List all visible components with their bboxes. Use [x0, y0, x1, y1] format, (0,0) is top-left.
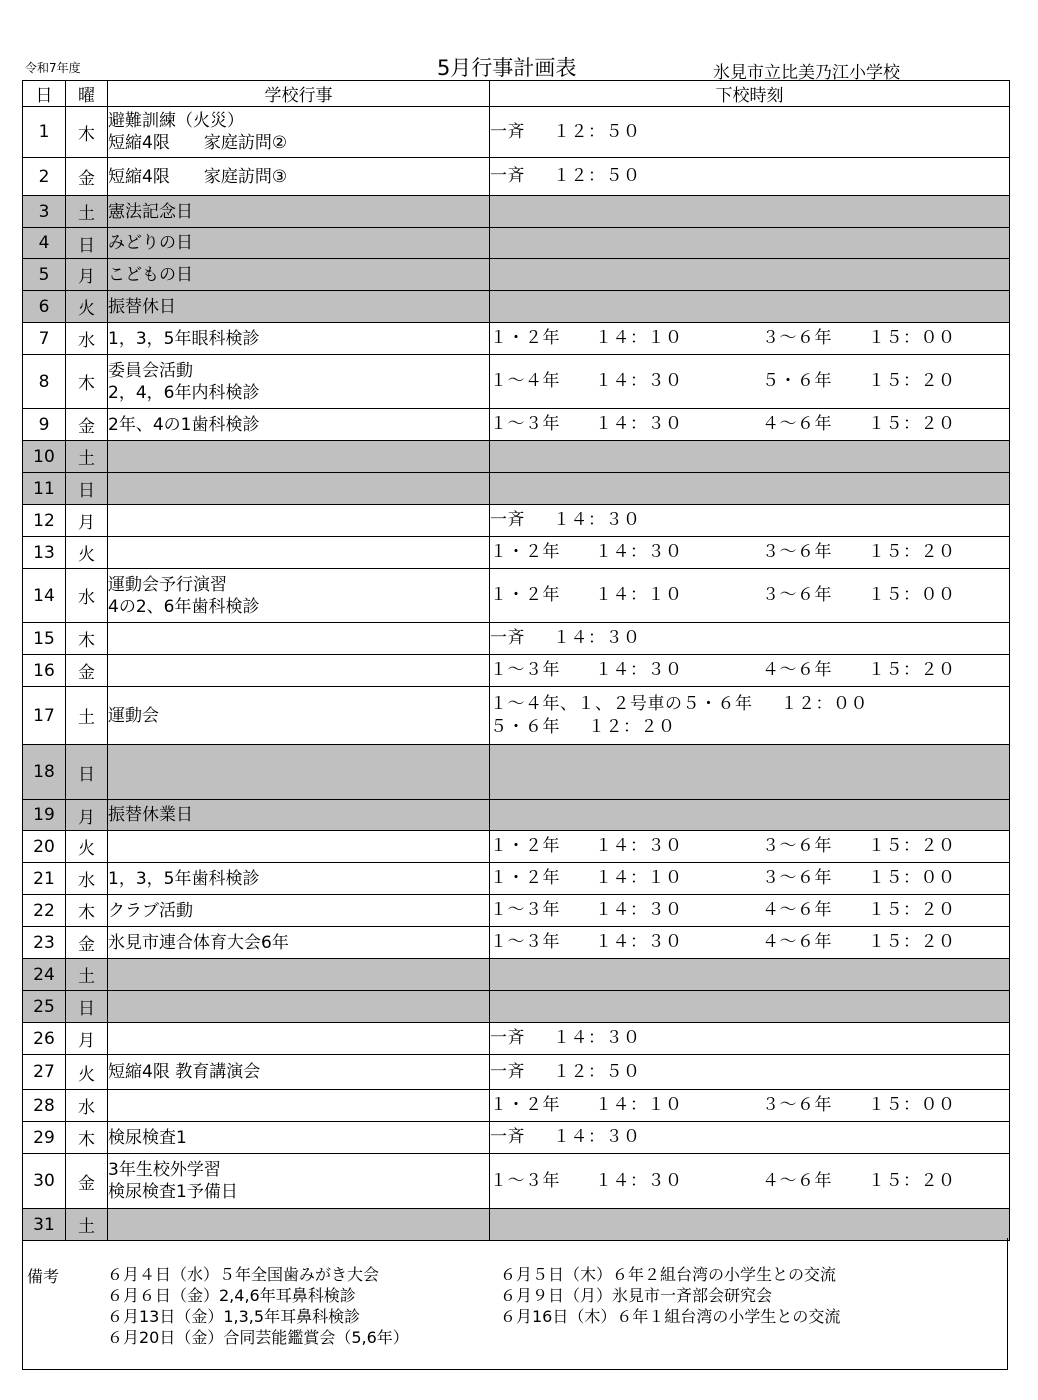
table-row: [23, 863, 1010, 895]
weekday-cell: 水: [66, 569, 108, 623]
events-cell: [108, 655, 490, 687]
dismissal-time: １４：３０: [553, 1028, 641, 1048]
schedule-table: [22, 80, 1010, 1241]
school-name: 氷見市立比美乃江小学校: [713, 63, 900, 83]
dismissal-group: ５・６年: [490, 716, 560, 737]
table-row: [23, 655, 1010, 687]
dismissal-cell: [490, 537, 1010, 569]
dismissal-time: １５：２０: [868, 660, 956, 680]
table-row: [23, 687, 1010, 745]
table-row: [23, 107, 1010, 158]
dismissal-time: １５：００: [868, 1095, 956, 1115]
dismissal-line: [490, 659, 1009, 682]
weekday-cell: 水: [66, 863, 108, 895]
events-cell: [108, 1023, 490, 1055]
dismissal-cell: [490, 228, 1010, 259]
event-line: 1，3，5年歯科検診: [108, 868, 260, 889]
dismissal-group: １・２年: [490, 868, 560, 888]
dismissal-time: １５：００: [868, 328, 956, 348]
event-line: 運動会予行演習: [108, 574, 227, 595]
dismissal-cell: [490, 1209, 1010, 1241]
table-row: [23, 1209, 1010, 1241]
day-cell: 19: [23, 800, 66, 831]
dismissal-group: ４～６年: [762, 1170, 832, 1191]
dismissal-group: ４～６年: [762, 932, 832, 952]
events-cell: [108, 355, 490, 409]
weekday-cell: 日: [66, 228, 108, 259]
weekday-cell: 月: [66, 1023, 108, 1055]
day-cell: 28: [23, 1090, 66, 1122]
day-cell: 26: [23, 1023, 66, 1055]
dismissal-group: ４～６年: [762, 660, 832, 680]
dismissal-line: [490, 165, 1009, 188]
dismissal-cell: [490, 1023, 1010, 1055]
dismissal-line: [490, 1126, 1009, 1149]
dismissal-group: ４～６年: [762, 900, 832, 920]
day-cell: 20: [23, 831, 66, 863]
dismissal-time: １５：２０: [868, 932, 956, 952]
table-row: [23, 991, 1010, 1023]
dismissal-time: １４：１０: [595, 585, 683, 605]
table-row: [23, 1090, 1010, 1122]
event-line: 振替休業日: [108, 805, 193, 825]
event-line: 4の2、6年歯科検診: [108, 596, 260, 617]
dismissal-time: １４：３０: [553, 628, 641, 648]
table-row: [23, 196, 1010, 228]
weekday-cell: 木: [66, 623, 108, 655]
dismissal-line: [490, 1094, 1009, 1117]
dismissal-time: １４：３０: [595, 660, 683, 680]
events-cell: [108, 831, 490, 863]
day-cell: 17: [23, 687, 66, 745]
events-cell: [108, 800, 490, 831]
remark-item: ６月６日（金）2,4,6年耳鼻科検診: [107, 1286, 356, 1305]
day-cell: 1: [23, 107, 66, 158]
dismissal-time: １５：００: [868, 585, 956, 605]
day-cell: 22: [23, 895, 66, 927]
table-row: [23, 441, 1010, 473]
dismissal-group: ３～６年: [762, 328, 832, 348]
event-line: 運動会: [108, 705, 159, 726]
events-cell: [108, 1209, 490, 1241]
dismissal-group: 一斉: [490, 510, 525, 530]
events-cell: [108, 409, 490, 441]
col-header-dismissal: 下校時刻: [490, 81, 1010, 107]
dismissal-time: １２：５０: [553, 1061, 641, 1082]
weekday-cell: 木: [66, 107, 108, 158]
table-row: [23, 537, 1010, 569]
dismissal-line: [490, 627, 1009, 650]
weekday-cell: 水: [66, 1090, 108, 1122]
day-cell: 31: [23, 1209, 66, 1241]
dismissal-line: [490, 413, 1009, 436]
day-cell: 8: [23, 355, 66, 409]
dismissal-time: １５：００: [868, 868, 956, 888]
remark-item: ６月９日（月）氷見市一斉部会研究会: [500, 1286, 773, 1305]
dismissal-cell: [490, 831, 1010, 863]
events-cell: [108, 505, 490, 537]
weekday-cell: 日: [66, 745, 108, 800]
events-cell: [108, 1154, 490, 1209]
day-cell: 6: [23, 291, 66, 323]
event-line: こどもの日: [108, 264, 193, 285]
dismissal-cell: [490, 505, 1010, 537]
table-row: [23, 259, 1010, 291]
event-line: 短縮4限 家庭訪問③: [108, 166, 288, 187]
dismissal-time: １４：３０: [595, 836, 683, 856]
dismissal-time: １２：２０: [588, 716, 676, 737]
table-row: [23, 927, 1010, 959]
dismissal-group: １・２年: [490, 836, 560, 856]
weekday-cell: 火: [66, 1055, 108, 1090]
weekday-cell: 金: [66, 409, 108, 441]
dismissal-time: １４：１０: [595, 328, 683, 348]
dismissal-group: １～３年: [490, 660, 560, 680]
dismissal-time: １４：３０: [595, 371, 683, 391]
day-cell: 30: [23, 1154, 66, 1209]
dismissal-group: ３～６年: [762, 868, 832, 888]
remarks-box: [22, 1238, 1008, 1370]
table-row: [23, 473, 1010, 505]
dismissal-line: [490, 584, 1009, 607]
col-header-events: 学校行事: [108, 81, 490, 107]
weekday-cell: 土: [66, 196, 108, 228]
event-line: 憲法記念日: [108, 201, 193, 222]
dismissal-group: １～３年: [490, 1170, 560, 1191]
dismissal-time: １４：１０: [595, 1095, 683, 1115]
event-line: 委員会活動: [108, 360, 193, 381]
dismissal-cell: [490, 569, 1010, 623]
col-header-day: 日: [23, 81, 66, 107]
remarks-column-right: [500, 1264, 840, 1327]
table-row: [23, 623, 1010, 655]
dismissal-group: ３～６年: [762, 585, 832, 605]
dismissal-group: 一斉: [490, 1061, 525, 1082]
dismissal-cell: [490, 473, 1010, 505]
remark-item: ６月５日（木）６年２組台湾の小学生との交流: [500, 1265, 837, 1284]
day-cell: 21: [23, 863, 66, 895]
events-cell: [108, 1055, 490, 1090]
dismissal-time: １５：２０: [868, 900, 956, 920]
table-row: [23, 355, 1010, 409]
dismissal-time: １２：５０: [553, 166, 641, 186]
day-cell: 7: [23, 323, 66, 355]
events-cell: [108, 959, 490, 991]
weekday-cell: 土: [66, 959, 108, 991]
day-cell: 27: [23, 1055, 66, 1090]
weekday-cell: 火: [66, 537, 108, 569]
dismissal-cell: [490, 863, 1010, 895]
weekday-cell: 火: [66, 831, 108, 863]
weekday-cell: 日: [66, 473, 108, 505]
dismissal-cell: [490, 1055, 1010, 1090]
event-line: 2，4，6年内科検診: [108, 382, 260, 403]
weekday-cell: 木: [66, 1122, 108, 1154]
dismissal-group: １・２年: [490, 542, 560, 562]
col-header-weekday: 曜: [66, 81, 108, 107]
weekday-cell: 月: [66, 259, 108, 291]
events-cell: [108, 196, 490, 228]
dismissal-line: [490, 716, 1009, 739]
dismissal-cell: [490, 355, 1010, 409]
dismissal-time: １２：５０: [553, 121, 641, 142]
day-cell: 23: [23, 927, 66, 959]
dismissal-group: １・２年: [490, 1095, 560, 1115]
table-row: [23, 228, 1010, 259]
dismissal-time: １４：３０: [595, 900, 683, 920]
dismissal-cell: [490, 1122, 1010, 1154]
dismissal-line: [490, 693, 1009, 716]
dismissal-group: 一斉: [490, 628, 525, 648]
weekday-cell: 金: [66, 927, 108, 959]
dismissal-group: １～３年: [490, 414, 560, 434]
events-cell: [108, 107, 490, 158]
events-cell: [108, 745, 490, 800]
table-row: [23, 1055, 1010, 1090]
day-cell: 5: [23, 259, 66, 291]
remark-item: ６月16日（木）６年１組台湾の小学生との交流: [500, 1307, 841, 1326]
dismissal-time: １２：００: [780, 693, 868, 714]
dismissal-time: １５：２０: [868, 542, 956, 562]
dismissal-line: [490, 370, 1009, 393]
dismissal-cell: [490, 959, 1010, 991]
day-cell: 15: [23, 623, 66, 655]
event-line: 3年生校外学習: [108, 1160, 221, 1180]
dismissal-time: １５：２０: [868, 414, 956, 434]
weekday-cell: 日: [66, 991, 108, 1023]
day-cell: 13: [23, 537, 66, 569]
dismissal-line: [490, 899, 1009, 922]
event-line: 検尿検査1予備日: [108, 1182, 238, 1202]
dismissal-cell: [490, 800, 1010, 831]
table-row: [23, 158, 1010, 196]
weekday-cell: 金: [66, 655, 108, 687]
events-cell: [108, 1122, 490, 1154]
dismissal-time: １４：３０: [595, 1170, 683, 1191]
events-cell: [108, 228, 490, 259]
dismissal-group: ３～６年: [762, 1095, 832, 1115]
table-row: [23, 291, 1010, 323]
day-cell: 3: [23, 196, 66, 228]
day-cell: 14: [23, 569, 66, 623]
table-row: [23, 1154, 1010, 1209]
events-cell: [108, 895, 490, 927]
dismissal-group: １～４年: [490, 371, 560, 391]
table-row: [23, 745, 1010, 800]
events-cell: [108, 158, 490, 196]
event-line: 1，3，5年眼科検診: [108, 328, 260, 349]
dismissal-cell: [490, 259, 1010, 291]
dismissal-cell: [490, 623, 1010, 655]
dismissal-line: [490, 1027, 1009, 1050]
dismissal-line: [490, 541, 1009, 564]
table-row: [23, 1023, 1010, 1055]
dismissal-time: １４：３０: [595, 542, 683, 562]
dismissal-line: [490, 509, 1009, 532]
day-cell: 12: [23, 505, 66, 537]
remarks-column-left: [107, 1264, 409, 1348]
table-row: [23, 505, 1010, 537]
events-cell: [108, 687, 490, 745]
weekday-cell: 土: [66, 1209, 108, 1241]
dismissal-cell: [490, 1090, 1010, 1122]
header-row: [23, 81, 1010, 107]
day-cell: 24: [23, 959, 66, 991]
table-row: [23, 800, 1010, 831]
event-line: 短縮4限 家庭訪問②: [108, 133, 288, 153]
remark-item: ６月13日（金）1,3,5年耳鼻科検診: [107, 1307, 361, 1326]
dismissal-time: １４：３０: [595, 932, 683, 952]
events-cell: [108, 259, 490, 291]
dismissal-cell: [490, 441, 1010, 473]
day-cell: 29: [23, 1122, 66, 1154]
weekday-cell: 月: [66, 800, 108, 831]
dismissal-time: １４：３０: [553, 1127, 641, 1147]
dismissal-time: １５：２０: [868, 1170, 956, 1191]
dismissal-line: [490, 1061, 1009, 1084]
weekday-cell: 土: [66, 687, 108, 745]
dismissal-cell: [490, 991, 1010, 1023]
weekday-cell: 金: [66, 1154, 108, 1209]
table-row: [23, 569, 1010, 623]
dismissal-cell: [490, 107, 1010, 158]
dismissal-cell: [490, 687, 1010, 745]
dismissal-group: １～４年、１、２号車の５・６年: [490, 693, 753, 714]
table-row: [23, 1122, 1010, 1154]
event-line: クラブ活動: [108, 900, 193, 921]
dismissal-cell: [490, 745, 1010, 800]
event-line: 氷見市連合体育大会6年: [108, 932, 289, 953]
day-cell: 25: [23, 991, 66, 1023]
events-cell: [108, 569, 490, 623]
dismissal-cell: [490, 158, 1010, 196]
events-cell: [108, 927, 490, 959]
dismissal-line: [490, 835, 1009, 858]
dismissal-cell: [490, 291, 1010, 323]
table-row: [23, 409, 1010, 441]
dismissal-cell: [490, 655, 1010, 687]
dismissal-group: 一斉: [490, 121, 525, 142]
remarks-label: 備考: [27, 1267, 60, 1286]
events-cell: [108, 623, 490, 655]
weekday-cell: 木: [66, 355, 108, 409]
event-line: 短縮4限 教育講演会: [108, 1062, 261, 1082]
dismissal-group: 一斉: [490, 1127, 525, 1147]
day-cell: 18: [23, 745, 66, 800]
dismissal-group: ５・６年: [762, 371, 832, 391]
dismissal-time: １４：１０: [595, 868, 683, 888]
event-line: 検尿検査1: [108, 1127, 187, 1148]
dismissal-line: [490, 931, 1009, 954]
dismissal-line: [490, 327, 1009, 350]
events-cell: [108, 323, 490, 355]
dismissal-group: １・２年: [490, 328, 560, 348]
dismissal-group: ３～６年: [762, 836, 832, 856]
weekday-cell: 木: [66, 895, 108, 927]
dismissal-line: [490, 1170, 1009, 1193]
event-line: みどりの日: [108, 233, 193, 253]
page-title: 5月行事計画表: [437, 56, 577, 80]
table-row: [23, 323, 1010, 355]
events-cell: [108, 863, 490, 895]
dismissal-group: 一斉: [490, 1028, 525, 1048]
weekday-cell: 月: [66, 505, 108, 537]
dismissal-group: ４～６年: [762, 414, 832, 434]
day-cell: 10: [23, 441, 66, 473]
table-row: [23, 831, 1010, 863]
table-row: [23, 895, 1010, 927]
dismissal-cell: [490, 409, 1010, 441]
dismissal-cell: [490, 927, 1010, 959]
events-cell: [108, 441, 490, 473]
dismissal-time: １４：３０: [553, 510, 641, 530]
events-cell: [108, 991, 490, 1023]
weekday-cell: 金: [66, 158, 108, 196]
events-cell: [108, 1090, 490, 1122]
dismissal-group: １～３年: [490, 900, 560, 920]
table-row: [23, 959, 1010, 991]
events-cell: [108, 291, 490, 323]
dismissal-time: １５：２０: [868, 836, 956, 856]
day-cell: 2: [23, 158, 66, 196]
day-cell: 16: [23, 655, 66, 687]
dismissal-line: [490, 867, 1009, 890]
fiscal-year: 令和7年度: [25, 61, 81, 75]
dismissal-cell: [490, 196, 1010, 228]
event-line: 避難訓練（火災）: [108, 111, 244, 131]
events-cell: [108, 473, 490, 505]
dismissal-cell: [490, 895, 1010, 927]
dismissal-time: １５：２０: [868, 371, 956, 391]
dismissal-group: １～３年: [490, 932, 560, 952]
event-line: 2年、4の1歯科検診: [108, 414, 260, 435]
remark-item: ６月20日（金）合同芸能鑑賞会（5,6年）: [107, 1328, 409, 1347]
day-cell: 11: [23, 473, 66, 505]
dismissal-cell: [490, 323, 1010, 355]
day-cell: 4: [23, 228, 66, 259]
day-cell: 9: [23, 409, 66, 441]
dismissal-group: ３～６年: [762, 542, 832, 562]
weekday-cell: 土: [66, 441, 108, 473]
weekday-cell: 火: [66, 291, 108, 323]
event-line: 振替休日: [108, 296, 176, 317]
dismissal-group: １・２年: [490, 585, 560, 605]
dismissal-group: 一斉: [490, 166, 525, 186]
weekday-cell: 水: [66, 323, 108, 355]
dismissal-line: [490, 121, 1009, 144]
remark-item: ６月４日（水）５年全国歯みがき大会: [107, 1265, 380, 1284]
events-cell: [108, 537, 490, 569]
dismissal-time: １４：３０: [595, 414, 683, 434]
dismissal-cell: [490, 1154, 1010, 1209]
